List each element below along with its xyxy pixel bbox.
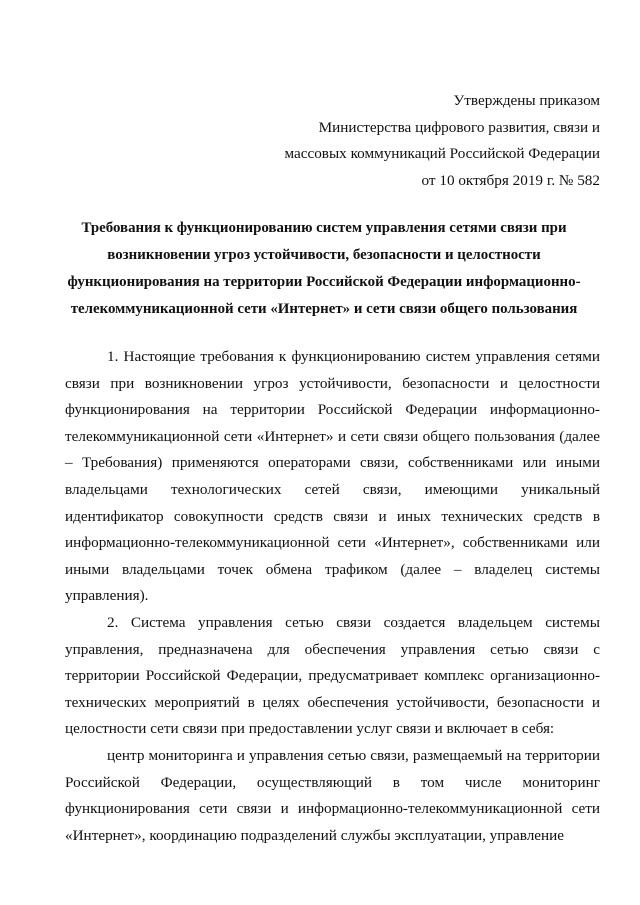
- approval-block: [284, 88, 600, 194]
- paragraph-1: 1. Настоящие требования к функционированию систем управления сетями связи при возникновении угроз устойчивости, безопасности и целостности функционирования на территории Российской Федерации информационно-телекоммуникационной сети «Интернет» и сети связи общего пользования (далее – Требования) применяются операторами связи, собственниками или иными владельцами технологических сетей связи, имеющими уникальный идентификатор совокупности средств связи и иных технических средств в информационно-телекоммуникационной сети «Интернет», собственниками или иными владельцами точек обмена трафиком (далее – владелец системы управления).: [65, 348, 600, 605]
- title-line: функционирования на территории Российской Федерации информационно-: [67, 274, 581, 290]
- document-title: [60, 215, 588, 323]
- paragraph-3: центр мониторинга и управления сетью связи, размещаемый на территории Российской Федерации, осуществляющий в том числе мониторинг функционирования сети связи и информационно-телекоммуникационной сети «Интернет», координацию подразделений службы эксплуатации, управление: [65, 746, 600, 844]
- approval-line: Утверждены приказом: [453, 92, 600, 109]
- approval-line: массовых коммуникаций Российской Федерации: [284, 145, 600, 162]
- title-line: возникновении угроз устойчивости, безопасности и целостности: [107, 247, 541, 263]
- paragraph-2: 2. Система управления сетью связи создается владельцем системы управления, предназначена для обеспечения управления сетью связи с территории Российской Федерации, предусматривает комплекс организационно-технических мероприятий в целях обеспечения устойчивости, безопасности и целостности сети связи при предоставлении услуг связи и включает в себя:: [65, 613, 600, 738]
- document-body: [65, 344, 600, 849]
- approval-line: Министерства цифрового развития, связи и: [318, 118, 600, 136]
- title-line: телекоммуникационной сети «Интернет» и сети связи общего пользования: [70, 301, 578, 317]
- title-line: Требования к функционированию систем управления сетями связи при: [81, 220, 567, 236]
- approval-line: от 10 октября 2019 г. № 582: [421, 171, 600, 189]
